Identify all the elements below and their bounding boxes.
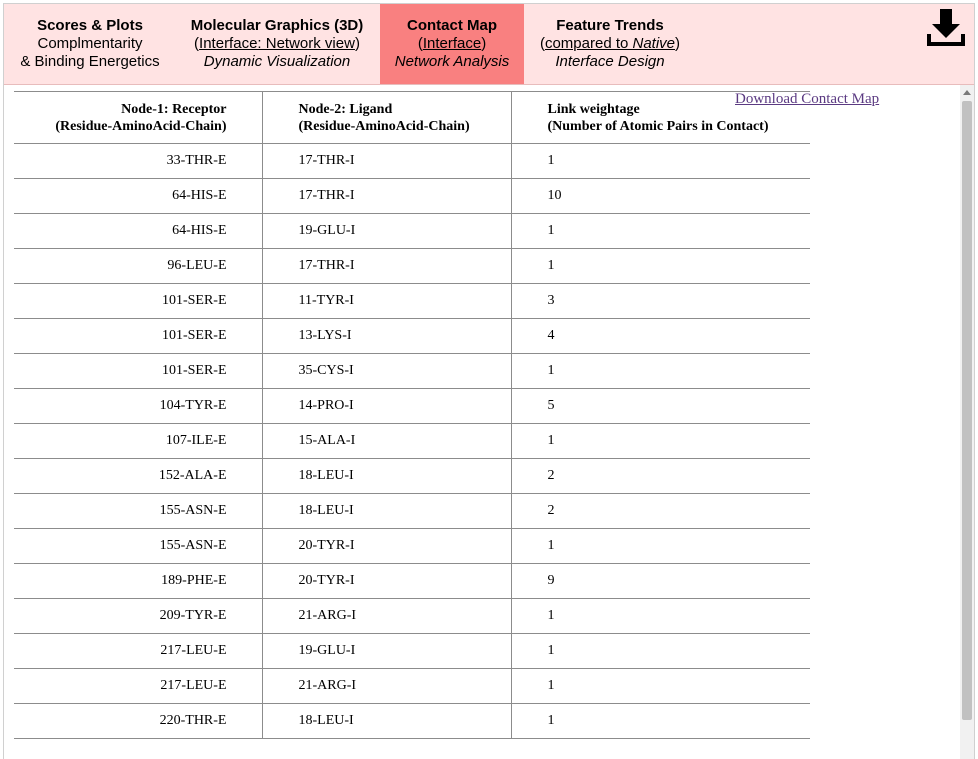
tab-molecular-graphics[interactable] [184, 4, 370, 84]
table-row [14, 494, 810, 529]
table-row [14, 284, 810, 319]
weight-cell: 5 [511, 389, 810, 424]
table-row [14, 179, 810, 214]
tab-title: Contact Map [407, 17, 497, 34]
table-row [14, 669, 810, 704]
ligand-cell: 13-LYS-I [262, 319, 511, 354]
weight-cell: 2 [511, 494, 810, 529]
ligand-cell: 18-LEU-I [262, 494, 511, 529]
paren-open: ( [539, 35, 545, 52]
table-row [14, 459, 810, 494]
ligand-cell: 17-THR-I [262, 179, 511, 214]
receptor-cell: 217-LEU-E [14, 669, 262, 704]
tab-caption: Dynamic Visualization [203, 53, 351, 70]
table-row [14, 529, 810, 564]
receptor-cell: 96-LEU-E [14, 249, 262, 284]
receptor-cell: 33-THR-E [14, 144, 262, 179]
weight-cell: 10 [511, 179, 810, 214]
weight-cell: 1 [511, 634, 810, 669]
paren-open: ( [194, 35, 200, 52]
tab-caption: & Binding Energetics [20, 53, 160, 70]
receptor-cell: 101-SER-E [14, 319, 262, 354]
ligand-cell: 17-THR-I [262, 249, 511, 284]
weight-cell: 2 [511, 459, 810, 494]
weight-cell: 1 [511, 529, 810, 564]
header-link-weightage [511, 92, 810, 144]
link-text-italic: Native [632, 35, 676, 52]
weight-cell: 3 [511, 284, 810, 319]
ligand-cell: 11-TYR-I [262, 284, 511, 319]
weight-cell: 1 [511, 704, 810, 739]
weight-cell: 1 [511, 354, 810, 389]
receptor-cell: 155-ASN-E [14, 529, 262, 564]
tab-subtitle [380, 35, 524, 53]
header-line: Link weightage [547, 101, 640, 117]
tab-contact-map[interactable] [380, 4, 524, 84]
ligand-cell: 14-PRO-I [262, 389, 511, 424]
table-row [14, 704, 810, 739]
tab-subtitle [184, 35, 370, 53]
weight-cell: 1 [511, 424, 810, 459]
content-area [4, 85, 974, 759]
tab-caption: Network Analysis [394, 53, 510, 70]
header-node2 [262, 92, 511, 144]
receptor-cell: 189-PHE-E [14, 564, 262, 599]
paren-close: ) [354, 35, 360, 52]
header-line: (Residue-AminoAcid-Chain) [55, 118, 227, 134]
download-icon[interactable] [924, 6, 968, 50]
header-line: Node-1: Receptor [121, 101, 227, 117]
weight-cell: 1 [511, 249, 810, 284]
paren-open: ( [417, 35, 423, 52]
table-row [14, 599, 810, 634]
receptor-cell: 64-HIS-E [14, 214, 262, 249]
weight-cell: 9 [511, 564, 810, 599]
weight-cell: 1 [511, 144, 810, 179]
ligand-cell: 21-ARG-I [262, 669, 511, 704]
tab-title: Scores & Plots [37, 17, 143, 34]
table-row [14, 249, 810, 284]
download-contact-map-link[interactable]: Download Contact Map [735, 91, 880, 107]
app-frame [3, 3, 975, 759]
receptor-cell: 104-TYR-E [14, 389, 262, 424]
receptor-cell: 217-LEU-E [14, 634, 262, 669]
weight-cell: 1 [511, 214, 810, 249]
paren-close: ) [481, 35, 487, 52]
contact-table [14, 91, 810, 739]
table-row [14, 354, 810, 389]
table-row [14, 564, 810, 599]
compared-to-native-link[interactable] [545, 35, 675, 52]
weight-cell: 1 [511, 599, 810, 634]
table-row [14, 424, 810, 459]
header-line: (Number of Atomic Pairs in Contact) [547, 118, 769, 134]
ligand-cell: 18-LEU-I [262, 459, 511, 494]
paren-close: ) [675, 35, 681, 52]
receptor-cell: 101-SER-E [14, 284, 262, 319]
interface-link[interactable]: Interface [422, 35, 482, 52]
ligand-cell: 35-CYS-I [262, 354, 511, 389]
tab-subtitle [534, 35, 686, 53]
vertical-scrollbar[interactable] [960, 85, 974, 759]
link-text: compared to [544, 35, 633, 52]
table-row [14, 144, 810, 179]
ligand-cell: 21-ARG-I [262, 599, 511, 634]
receptor-cell: 101-SER-E [14, 354, 262, 389]
scroll-up-arrow-icon[interactable] [963, 90, 971, 95]
tab-title: Molecular Graphics (3D) [190, 17, 364, 34]
table-row [14, 214, 810, 249]
tab-caption: Interface Design [555, 53, 665, 70]
table-row [14, 319, 810, 354]
ligand-cell: 17-THR-I [262, 144, 511, 179]
interface-network-view-link[interactable]: Interface: Network view [199, 35, 355, 52]
tab-scores-plots[interactable] [14, 4, 166, 84]
weight-cell: 4 [511, 319, 810, 354]
tab-subtitle: Complmentarity [37, 35, 143, 52]
scrollbar-thumb[interactable] [962, 101, 972, 720]
tab-feature-trends[interactable] [534, 4, 686, 84]
ligand-cell: 19-GLU-I [262, 634, 511, 669]
tab-bar [4, 4, 974, 85]
table-row [14, 634, 810, 669]
ligand-cell: 19-GLU-I [262, 214, 511, 249]
header-line: Node-2: Ligand [298, 101, 393, 117]
receptor-cell: 220-THR-E [14, 704, 262, 739]
receptor-cell: 155-ASN-E [14, 494, 262, 529]
receptor-cell: 64-HIS-E [14, 179, 262, 214]
weight-cell: 1 [511, 669, 810, 704]
ligand-cell: 18-LEU-I [262, 704, 511, 739]
tab-title: Feature Trends [556, 17, 664, 34]
ligand-cell: 15-ALA-I [262, 424, 511, 459]
header-node1 [14, 92, 262, 144]
receptor-cell: 107-ILE-E [14, 424, 262, 459]
table-row [14, 389, 810, 424]
ligand-cell: 20-TYR-I [262, 529, 511, 564]
table-header-row [14, 92, 810, 144]
header-line: (Residue-AminoAcid-Chain) [298, 118, 470, 134]
ligand-cell: 20-TYR-I [262, 564, 511, 599]
receptor-cell: 209-TYR-E [14, 599, 262, 634]
receptor-cell: 152-ALA-E [14, 459, 262, 494]
